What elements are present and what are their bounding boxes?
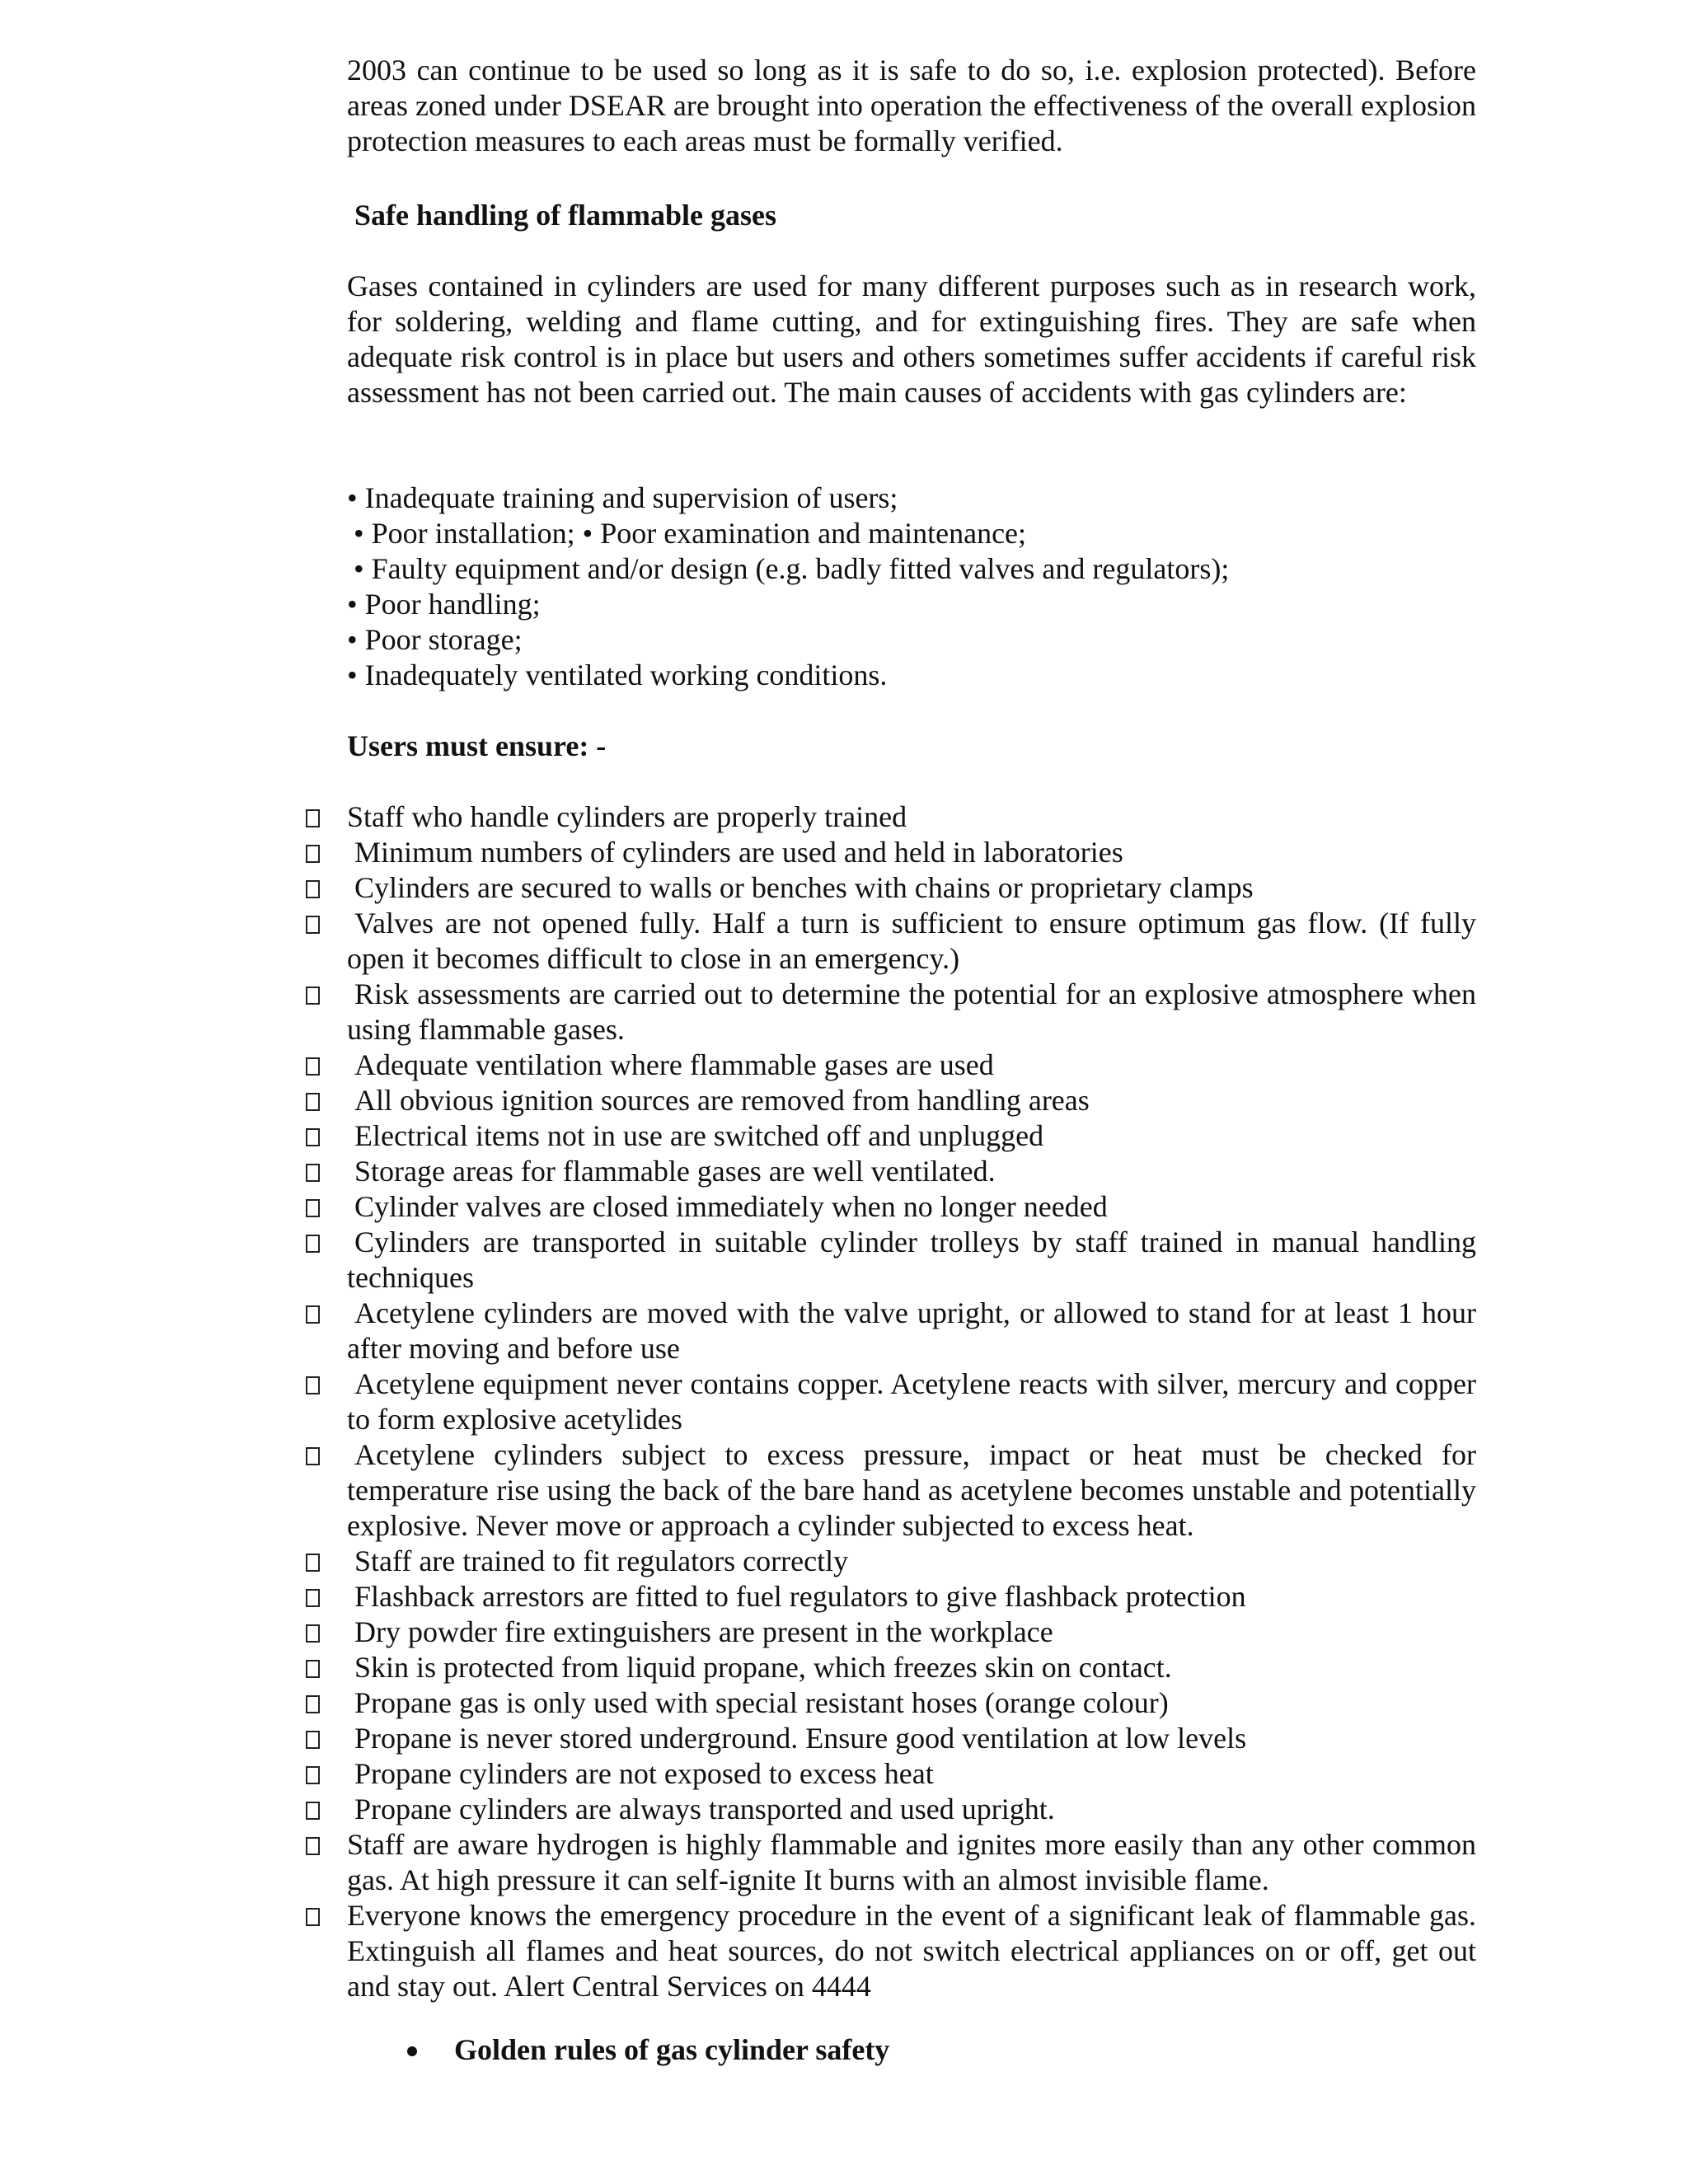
checkbox-icon [306,880,320,898]
checkbox-icon [306,1305,320,1324]
checkbox-icon [306,1695,320,1713]
safety-checklist [302,799,1476,2004]
checklist-item [302,1366,1476,1437]
checkbox-icon [306,1057,320,1076]
checklist-item-text: Valves are not opened fully. Half a turn is sufficient to ensure optimum gas flow. (If fully open it becomes difficult to close in an emergency.) [347,907,1476,975]
users-heading: Users must ensure: - [347,729,607,762]
checklist-item-text: Acetylene cylinders are moved with the valve upright, or allowed to stand for at least 1 hour after moving and before use [347,1296,1476,1365]
checklist-item [302,1083,1476,1118]
checkbox-icon [306,1660,320,1678]
checklist-item [302,1189,1476,1225]
checklist-item [302,1225,1476,1296]
cause-item: • Inadequate training and supervision of users; [347,481,898,514]
checklist-item-text: Acetylene equipment never contains copper. Acetylene reacts with silver, mercury and copper to form explosive acetylides [347,1367,1476,1436]
checklist-item [302,1615,1476,1650]
checklist-item [302,1047,1476,1083]
checkbox-icon [306,1447,320,1465]
checklist-item [302,799,1476,835]
cause-item: • Poor installation; • Poor examination and maintenance; [354,517,1027,550]
checklist-item [302,1721,1476,1756]
section-paragraph: Gases contained in cylinders are used for many different purposes such as in research work, for soldering, welding and flame cutting, and for extinguishing fires. They are safe when adequate risk control is in place but users and others sometimes suffer accidents if careful risk assessment has not been carried out. The main causes of accidents with gas cylinders are: [347,269,1476,409]
checklist-item-text: Cylinders are transported in suitable cylinder trolleys by staff trained in manual handling techniques [347,1226,1476,1294]
checklist-item-text: Dry powder fire extinguishers are present in the workplace [354,1615,1053,1648]
checklist-item [302,1685,1476,1721]
checklist-item [302,1296,1476,1366]
intro-paragraph: 2003 can continue to be used so long as it is safe to do so, i.e. explosion protected). Before areas zoned under DSEAR are brought into operation the effectiveness of the overall explosion protection measures to each areas must be formally verified. [347,54,1476,157]
checklist-item-text: Staff who handle cylinders are properly trained [347,800,907,833]
checklist-item-text: Acetylene cylinders subject to excess pressure, impact or heat must be checked for temperature rise using the back of the bare hand as acetylene becomes unstable and potentially explosive. Never move or approach a cylinder subjected to excess heat. [347,1438,1476,1542]
checkbox-icon [306,1731,320,1749]
checklist-item-text: All obvious ignition sources are removed from handling areas [354,1084,1090,1117]
checklist-item [302,1154,1476,1189]
checkbox-icon [306,987,320,1005]
checklist-item [302,1544,1476,1579]
checklist-item-text: Adequate ventilation where flammable gases are used [354,1048,994,1081]
checkbox-icon [306,1164,320,1182]
checklist-item [302,870,1476,906]
checklist-item-text: Propane gas is only used with special resistant hoses (orange colour) [354,1686,1169,1719]
checklist-item-text: Risk assessments are carried out to determine the potential for an explosive atmosphere when using flammable gases. [347,977,1476,1046]
checklist-item [302,1792,1476,1827]
checklist-item [302,1756,1476,1792]
checkbox-icon [306,1624,320,1643]
checklist-item [302,1898,1476,2004]
checkbox-icon [306,1908,320,1926]
checklist-item-text: Propane is never stored underground. Ensure good ventilation at low levels [354,1722,1247,1755]
checklist-item-text: Cylinder valves are closed immediately when no longer needed [354,1190,1108,1223]
checkbox-icon [306,1235,320,1253]
section-heading: Safe handling of flammable gases [354,199,777,232]
checkbox-icon [306,1589,320,1607]
golden-rules-heading [407,2032,889,2068]
checklist-item-text: Storage areas for flammable gases are well ventilated. [354,1155,996,1188]
checklist-item-text: Staff are trained to fit regulators correctly [354,1544,849,1577]
checkbox-icon [306,845,320,863]
checklist-item-text: Electrical items not in use are switched off and unplugged [354,1119,1044,1152]
checklist-item-text: Minimum numbers of cylinders are used and held in laboratories [354,836,1123,869]
checklist-item-text: Flashback arrestors are fitted to fuel regulators to give flashback protection [354,1580,1246,1613]
checkbox-icon [306,1554,320,1572]
checkbox-icon [306,1766,320,1784]
checkbox-icon [306,1093,320,1111]
checklist-item [302,1437,1476,1544]
bullet-icon [407,2046,417,2056]
checkbox-icon [306,1802,320,1820]
checklist-item [302,1650,1476,1685]
checklist-item [302,906,1476,977]
cause-item: • Poor handling; [347,588,541,621]
checklist-item-text: Everyone knows the emergency procedure in the event of a significant leak of flammable gas. Extinguish all flames and heat sources, do not switch electrical appliances on or off, get out and stay out. Alert Central Services on 4444 [347,1899,1476,2003]
checklist-item [302,1827,1476,1898]
checklist-item-text: Staff are aware hydrogen is highly flammable and ignites more easily than any other common gas. At high pressure it can self-ignite It burns with an almost invisible flame. [347,1828,1476,1896]
cause-item: • Poor storage; [347,623,523,656]
checkbox-icon [306,1199,320,1217]
checklist-item [302,977,1476,1047]
checklist-item [302,1579,1476,1615]
golden-rules-heading-text: Golden rules of gas cylinder safety [454,2033,890,2066]
checkbox-icon [306,1128,320,1146]
checkbox-icon [306,1376,320,1394]
checklist-item-text: Skin is protected from liquid propane, which freezes skin on contact. [354,1651,1172,1684]
cause-item: • Inadequately ventilated working conditions. [347,658,888,691]
cause-item: • Faulty equipment and/or design (e.g. badly fitted valves and regulators); [354,552,1230,585]
checkbox-icon [306,916,320,934]
causes-list [347,480,1476,693]
checklist-item-text: Propane cylinders are not exposed to excess heat [354,1757,934,1790]
checklist-item [302,835,1476,870]
checklist-item-text: Propane cylinders are always transported and used upright. [354,1793,1055,1825]
checklist-item [302,1118,1476,1154]
checklist-item-text: Cylinders are secured to walls or benches with chains or proprietary clamps [354,871,1254,904]
checkbox-icon [306,1837,320,1855]
checkbox-icon [306,809,320,827]
